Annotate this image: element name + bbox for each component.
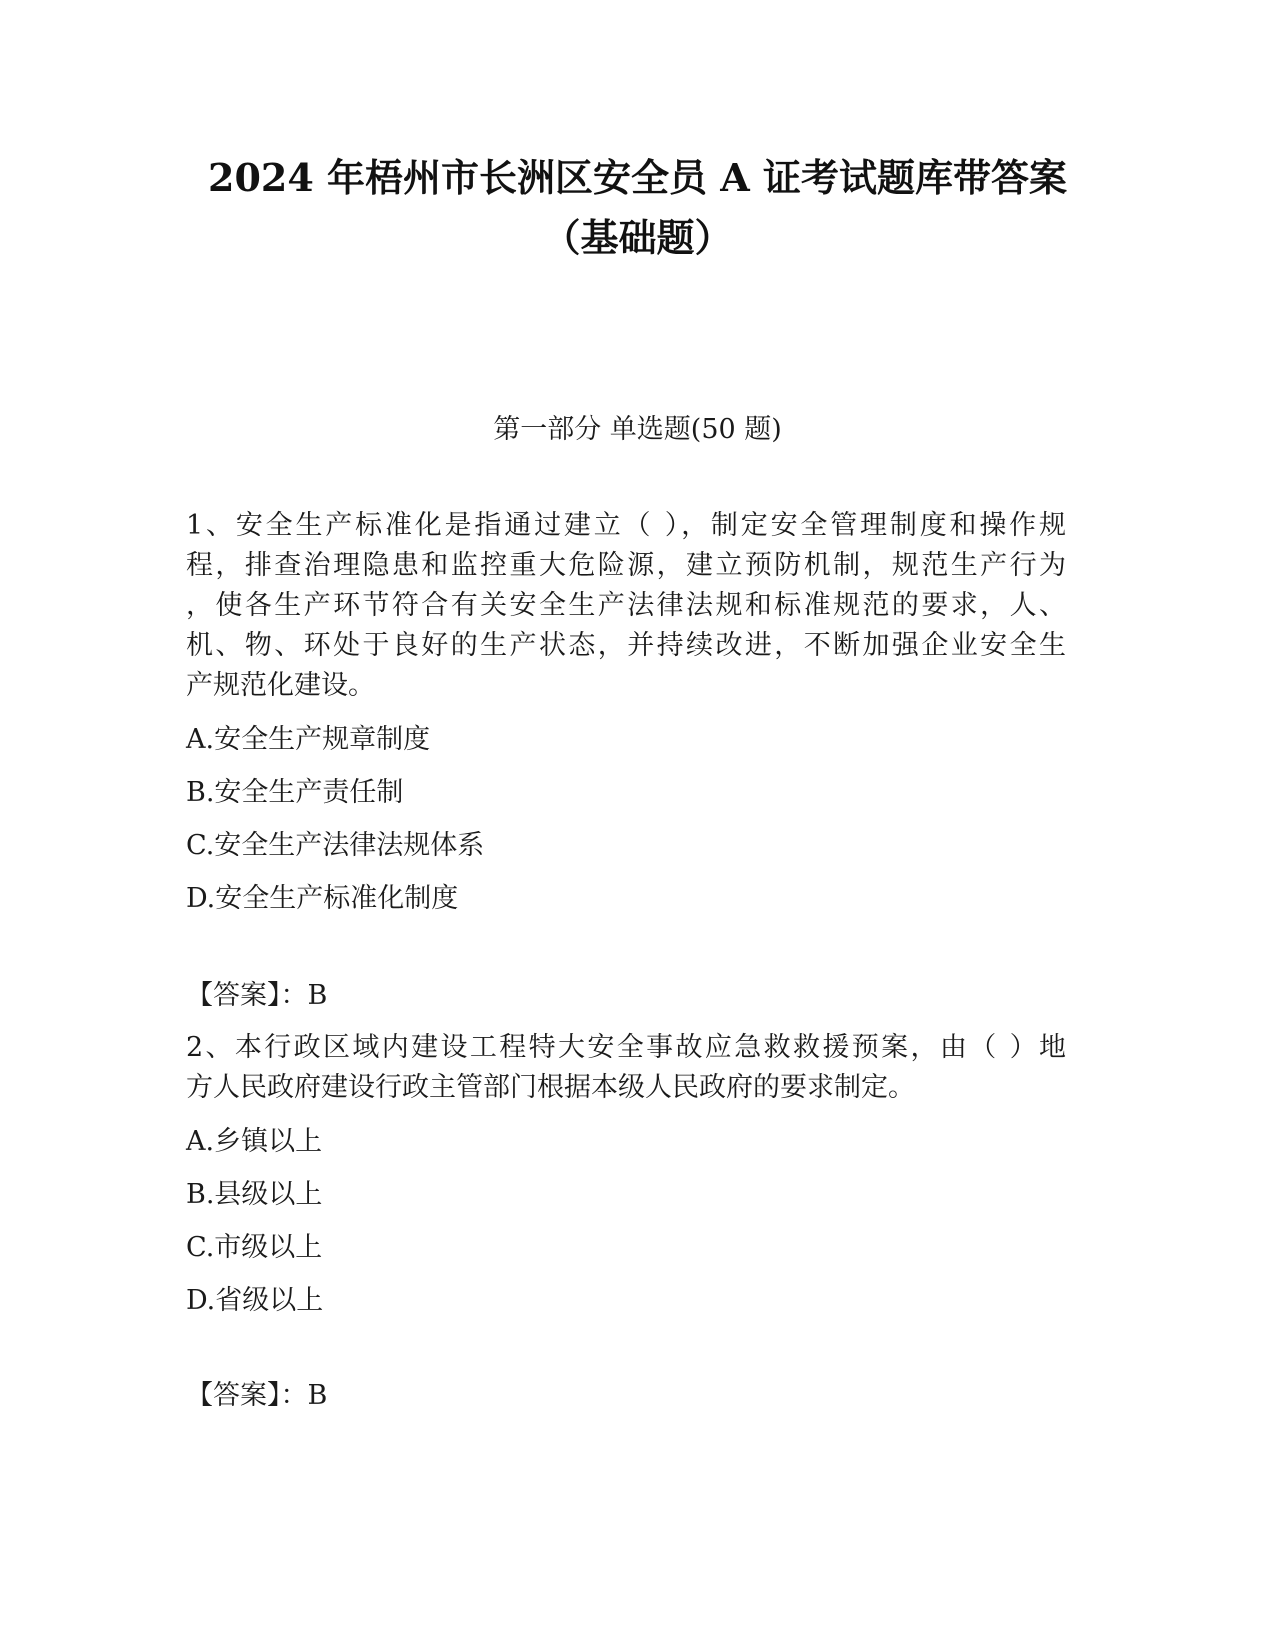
document-title-line-1: 2024 年梧州市长洲区安全员 A 证考试题库带答案: [208, 155, 1067, 200]
question-1-answer: 【答案】：B: [186, 980, 328, 1011]
question-2-option-c: C.市级以上: [186, 1232, 323, 1263]
question-1-line-5: 产规范化建设。: [186, 670, 375, 701]
question-2-option-b: B.县级以上: [186, 1179, 323, 1210]
question-2-answer: 【答案】：B: [186, 1380, 328, 1411]
document-title-line-2: （基础题）: [542, 215, 733, 260]
question-1-option-b: B.安全生产责任制: [186, 777, 404, 808]
question-2-line-2: 方人民政府建设行政主管部门根据本级人民政府的要求制定。: [186, 1072, 915, 1103]
question-2-line-1: 2、本行政区域内建设工程特大安全事故应急救救援预案，由（ ）地: [186, 1032, 1066, 1063]
question-2-option-d: D.省级以上: [186, 1285, 324, 1316]
question-1-option-d: D.安全生产标准化制度: [186, 883, 459, 914]
question-1-option-a: A.安全生产规章制度: [186, 724, 431, 755]
question-1-line-3: ，使各生产环节符合有关安全生产法律法规和标准规范的要求，人、: [186, 590, 1066, 621]
question-1-line-4: 机、物、环处于良好的生产状态，并持续改进，不断加强企业安全生: [186, 630, 1066, 661]
question-1-line-2: 程，排查治理隐患和监控重大危险源，建立预防机制，规范生产行为: [186, 550, 1066, 581]
section-heading: 第一部分 单选题(50 题): [493, 414, 782, 445]
question-2-option-a: A.乡镇以上: [186, 1126, 323, 1157]
question-1-option-c: C.安全生产法律法规体系: [186, 830, 485, 861]
question-1-line-1: 1、安全生产标准化是指通过建立（ ），制定安全管理制度和操作规: [186, 510, 1066, 541]
